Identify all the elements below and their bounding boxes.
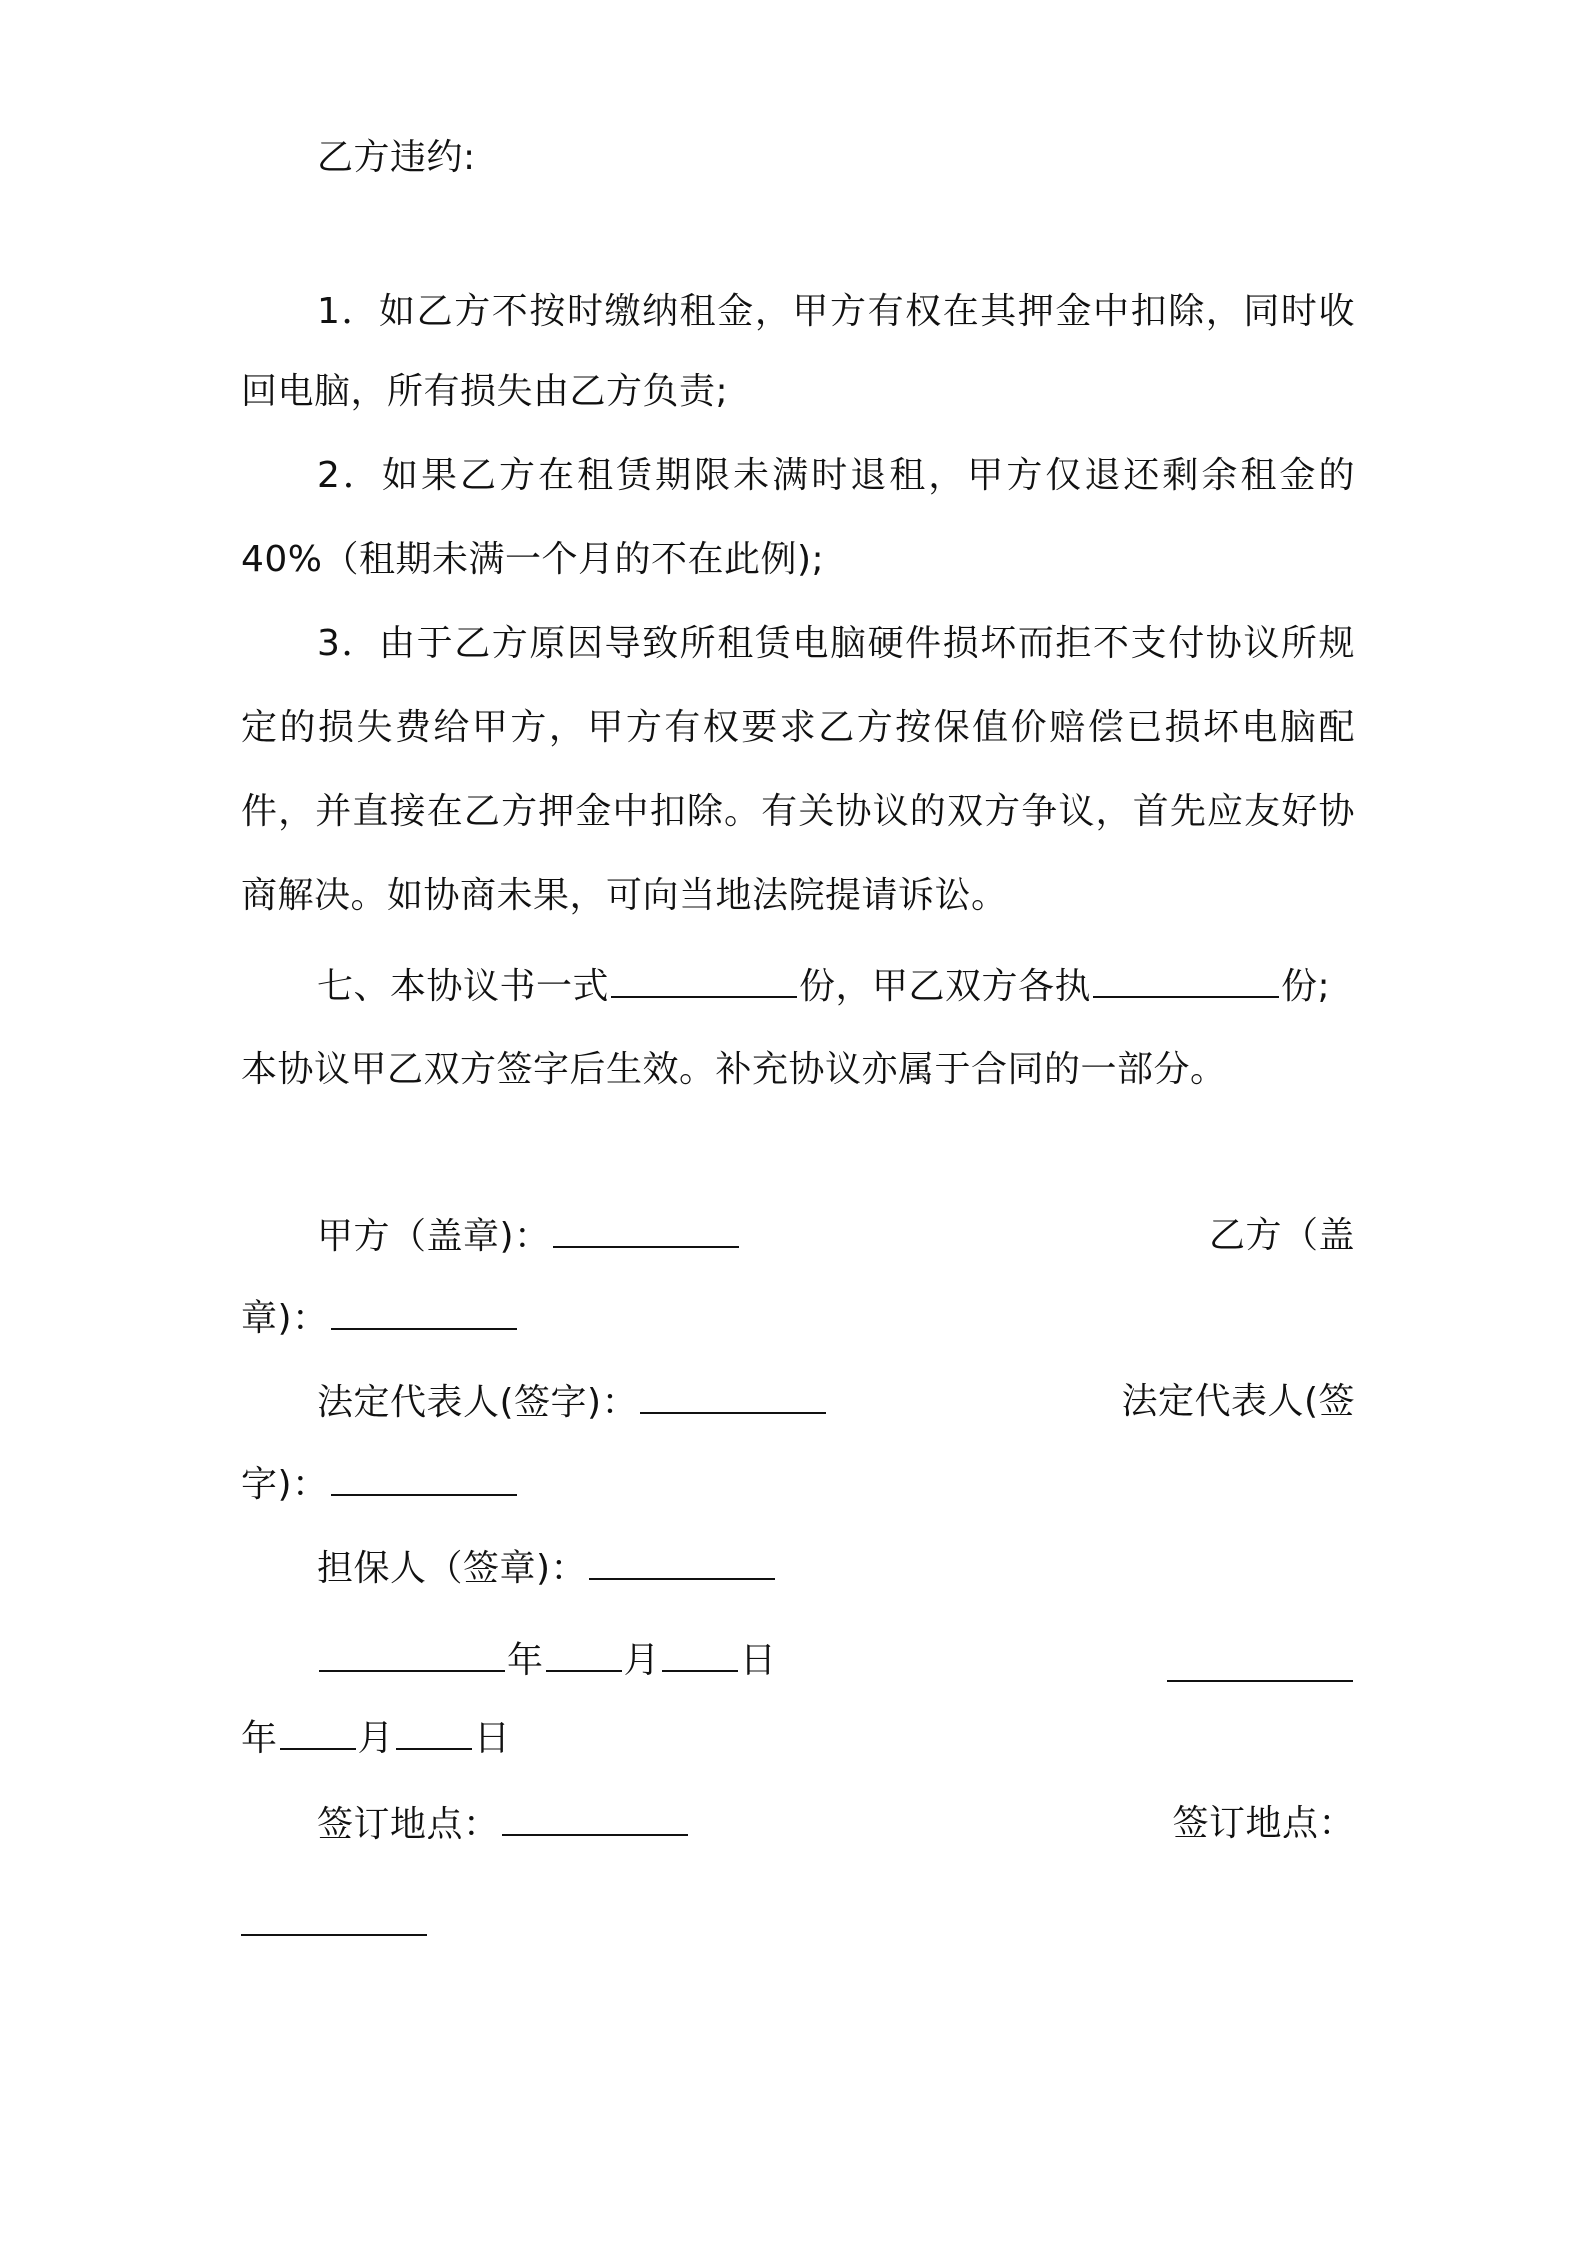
party-a-rep-blank[interactable] (640, 1372, 826, 1414)
party-b-year-label: 年 (241, 1718, 278, 1759)
party-a-place-blank[interactable] (502, 1794, 688, 1836)
copies-each-blank[interactable] (1093, 956, 1279, 998)
party-a-seal-label: 甲方（盖章)： (317, 1216, 551, 1257)
clause-7-suffix: 份; (1281, 966, 1331, 1007)
month-label: 月 (623, 1640, 661, 1681)
clause-7-line-2: 本协议甲乙双方签字后生效。补充协议亦属于合同的一部分。 (241, 1049, 1227, 1090)
party-b-rep-label-part2: 字)： (241, 1464, 329, 1505)
day-label: 日 (740, 1640, 777, 1681)
party-b-date-row (241, 1708, 1355, 1768)
party-b-seal-label-part1: 乙方（盖 (1208, 1215, 1355, 1256)
party-b-rep-row (241, 1454, 1355, 1514)
party-a-day-blank[interactable] (662, 1630, 738, 1672)
party-b-rep-label-part1: 法定代表人(签 (1121, 1381, 1355, 1422)
clause-7-prefix: 七、本协议书一式 (317, 966, 610, 1007)
guarantor-row (241, 1538, 1355, 1598)
breach-heading-text: 乙方违约: (317, 137, 476, 178)
party-b-day-label: 日 (474, 1718, 511, 1759)
date-row (241, 1630, 1355, 1690)
party-seal-row (241, 1206, 1355, 1266)
party-a-place-label: 签订地点： (317, 1804, 500, 1845)
party-b-place-label: 签订地点： (1172, 1803, 1355, 1844)
representative-row (241, 1372, 1355, 1432)
clause-3-line-4: 商解决。如协商未果，可向当地法院提请诉讼。 (241, 875, 1008, 916)
party-a-rep-label: 法定代表人(签字)： (317, 1382, 639, 1423)
clause-7-line-1 (241, 956, 1355, 1016)
guarantor-blank[interactable] (589, 1538, 775, 1580)
party-b-month-blank[interactable] (280, 1708, 356, 1750)
clause-1-line-2: 回电脑，所有损失由乙方负责; (241, 371, 729, 412)
breach-heading (241, 128, 1355, 188)
clause-3-line-1: 3．由于乙方原因导致所租赁电脑硬件损坏而拒不支付协议所规 (317, 623, 1355, 664)
clause-1-line-1: 1．如乙方不按时缴纳租金，甲方有权在其押金中扣除，同时收 (317, 291, 1355, 332)
party-a-month-blank[interactable] (546, 1630, 622, 1672)
party-b-month-label: 月 (357, 1718, 395, 1759)
party-b-year-blank[interactable] (1167, 1640, 1353, 1682)
party-b-rep-blank[interactable] (331, 1454, 517, 1496)
clause-2-line-1: 2．如果乙方在租赁期限未满时退租，甲方仅退还剩余租金的 (317, 455, 1355, 496)
party-b-place-blank[interactable] (241, 1894, 427, 1936)
year-label: 年 (507, 1640, 544, 1681)
party-b-seal-row (241, 1288, 1355, 1348)
party-a-seal-blank[interactable] (553, 1206, 739, 1248)
clause-3-line-2: 定的损失费给甲方，甲方有权要求乙方按保值价赔偿已损坏电脑配 (241, 707, 1355, 748)
party-b-seal-label-part2: 章)： (241, 1298, 329, 1339)
party-a-year-blank[interactable] (319, 1630, 505, 1672)
party-b-day-blank[interactable] (396, 1708, 472, 1750)
signing-place-row (241, 1794, 1355, 1854)
party-b-place-row (241, 1894, 1355, 1954)
clause-2-line-2: 40%（租期未满一个月的不在此例); (241, 539, 825, 580)
clause-3-line-3: 件，并直接在乙方押金中扣除。有关协议的双方争议，首先应友好协 (241, 791, 1355, 832)
copies-total-blank[interactable] (611, 956, 797, 998)
party-b-seal-blank[interactable] (331, 1288, 517, 1330)
guarantor-label: 担保人（签章)： (317, 1548, 588, 1589)
clause-7-mid: 份，甲乙双方各执 (799, 966, 1092, 1007)
